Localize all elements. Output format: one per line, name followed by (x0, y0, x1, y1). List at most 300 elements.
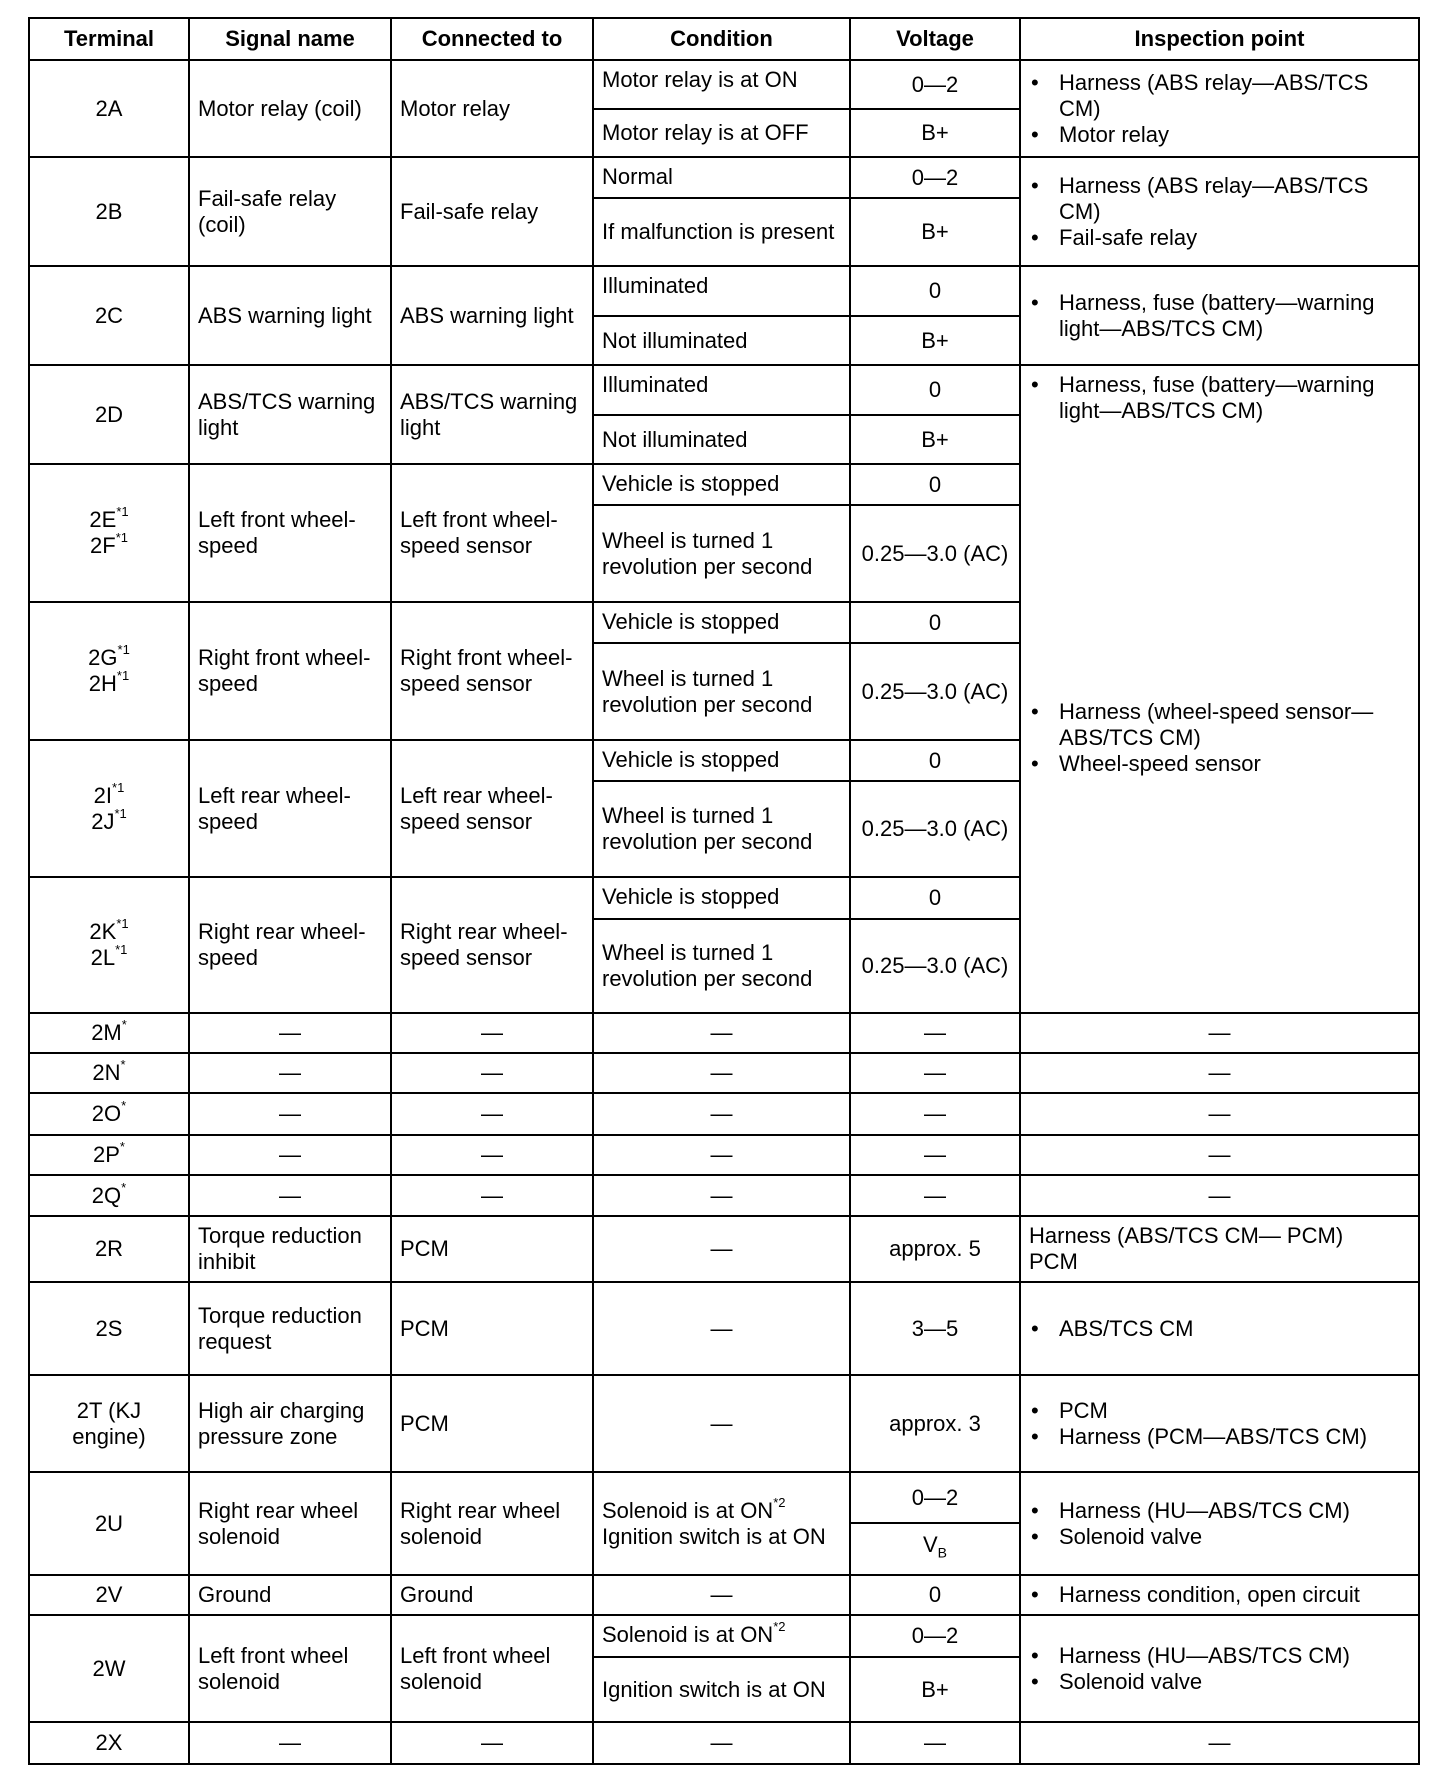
voltage-cell (850, 266, 1020, 316)
voltage-cell (850, 415, 1020, 464)
voltage-cell (850, 464, 1020, 505)
inspection-text: — (1208, 1182, 1231, 1208)
table-row (29, 266, 1419, 316)
footnote-marker: *1 (117, 642, 130, 657)
condition-cell (593, 1282, 850, 1375)
connected-to-cell (391, 1375, 593, 1472)
inspection-list (1029, 372, 1410, 424)
condition-text: — (710, 1142, 733, 1167)
voltage-value: approx. 5 (889, 1236, 981, 1261)
condition-cell (593, 109, 850, 157)
terminal-id: 2A (95, 95, 123, 121)
table-row (29, 157, 1419, 198)
table-row (29, 1722, 1419, 1764)
signal-name: Left rear wheel-speed (198, 782, 351, 834)
condition-cell (593, 1615, 850, 1657)
condition-cell (593, 505, 850, 602)
inspection-item: • Solenoid valve (1029, 1524, 1410, 1550)
terminal-cell (29, 1575, 189, 1615)
inspection-item: • Harness, fuse (battery—warning light—ABS/TCS CM) (1029, 372, 1410, 424)
terminal-cell (29, 157, 189, 266)
condition-cell (593, 602, 850, 643)
header-signal-name: Signal name (189, 18, 391, 60)
signal-name-cell (189, 157, 391, 266)
signal-name-cell (189, 1282, 391, 1375)
condition-text: Wheel is turned 1 revolution per second (602, 803, 813, 854)
inspection-item: • Solenoid valve (1029, 1669, 1410, 1695)
inspection-item: • Motor relay (1029, 122, 1410, 148)
connected-to: ABS warning light (400, 302, 574, 328)
connected-to: Fail-safe relay (400, 198, 539, 224)
voltage-cell (850, 740, 1020, 781)
voltage-cell (850, 60, 1020, 109)
inspection-point-cell (1020, 365, 1419, 464)
condition-text: — (710, 1060, 733, 1085)
inspection-list (1029, 1316, 1410, 1342)
condition-text: Vehicle is stopped (602, 884, 780, 909)
condition-cell (593, 877, 850, 919)
footnote-marker: *1 (116, 668, 130, 683)
condition-text: — (710, 1315, 733, 1341)
connected-to-cell (391, 1216, 593, 1282)
signal-name: ABS warning light (198, 302, 372, 328)
inspection-text: — (1208, 1101, 1231, 1126)
table-row (29, 1375, 1419, 1472)
voltage-subscript: B (937, 1544, 948, 1561)
table-row (29, 1175, 1419, 1216)
condition-cell (593, 1472, 850, 1575)
signal-name: Motor relay (coil) (198, 95, 362, 121)
signal-name-cell (189, 1472, 391, 1575)
signal-name: — (279, 1101, 301, 1126)
connected-to: — (481, 1142, 503, 1167)
terminal-cell (29, 1722, 189, 1764)
voltage-value: — (924, 1060, 946, 1085)
footnote-marker: * (121, 1098, 127, 1113)
footnote-marker: * (119, 1139, 125, 1154)
signal-name: — (279, 1142, 301, 1167)
voltage-cell (850, 365, 1020, 415)
voltage-cell (850, 1216, 1020, 1282)
voltage-value: — (924, 1730, 946, 1755)
header-connected-to: Connected to (391, 18, 593, 60)
connected-to: PCM (400, 1236, 449, 1261)
table-row (29, 1575, 1419, 1615)
condition-cell (593, 1175, 850, 1216)
voltage-value: 0—2 (911, 1623, 959, 1648)
voltage-value: 0 (928, 278, 942, 303)
signal-name: Right rear wheel-speed (198, 919, 366, 970)
header-condition: Condition (593, 18, 850, 60)
voltage-cell (850, 1013, 1020, 1053)
inspection-list (1029, 1643, 1410, 1695)
signal-name-cell (189, 1053, 391, 1093)
condition-text: — (710, 1236, 733, 1261)
condition-text: — (710, 1182, 733, 1208)
terminal-id: 2H (88, 671, 117, 696)
connected-to: — (481, 1730, 503, 1755)
voltage-value: B+ (921, 426, 949, 452)
connected-to: — (481, 1020, 503, 1045)
terminal-id: 2X (95, 1730, 123, 1755)
inspection-item: • Harness condition, open circuit (1029, 1582, 1410, 1608)
signal-name-cell (189, 1175, 391, 1216)
voltage-value: B+ (921, 1676, 949, 1702)
condition-cell (593, 1575, 850, 1615)
condition-cell (593, 157, 850, 198)
voltage-value: 0 (928, 377, 942, 402)
signal-name-cell (189, 1375, 391, 1472)
condition-cell (593, 415, 850, 464)
voltage-value: 0.25—3.0 (AC) (861, 678, 1009, 704)
inspection-text: — (1208, 1060, 1231, 1085)
table-row (29, 1472, 1419, 1523)
terminal-id: 2K (89, 919, 117, 944)
inspection-point-cell (1020, 1282, 1419, 1375)
table-row (29, 1615, 1419, 1657)
connected-to-cell (391, 1722, 593, 1764)
voltage-value: 0.25—3.0 (AC) (861, 953, 1009, 978)
signal-name: High air charging pressure zone (198, 1397, 365, 1449)
terminal-id: 2J (91, 808, 115, 834)
terminal-cell (29, 1053, 189, 1093)
terminal-inspection-table (28, 17, 1420, 1765)
terminal-cell (29, 1472, 189, 1575)
inspection-item: • PCM (1029, 1398, 1410, 1424)
voltage-value: 0 (928, 471, 942, 497)
signal-name: — (279, 1730, 301, 1755)
terminal-id: 2U (94, 1510, 124, 1536)
condition-text: — (710, 1410, 733, 1436)
connected-to: Motor relay (400, 95, 511, 121)
signal-name-cell (189, 60, 391, 157)
inspection-item: • Fail-safe relay (1029, 225, 1410, 251)
condition-cell (593, 781, 850, 877)
condition-cell (593, 919, 850, 1013)
terminal-id: 2L (90, 945, 116, 970)
connected-to: Left front wheel solenoid (400, 1642, 551, 1694)
voltage-value: B+ (921, 219, 949, 244)
terminal-cell (29, 1175, 189, 1216)
signal-name: Fail-safe relay (coil) (198, 185, 337, 237)
terminal-id: 2V (95, 1582, 123, 1607)
condition-cell (593, 643, 850, 740)
footnote-marker: *1 (115, 530, 128, 545)
condition-text: — (710, 1582, 733, 1607)
connected-to-cell (391, 1013, 593, 1053)
connected-to-cell (391, 464, 593, 602)
condition-cell (593, 1053, 850, 1093)
inspection-point-cell (1020, 1135, 1419, 1175)
connected-to: Right rear wheel solenoid (400, 1497, 561, 1549)
signal-name: Right rear wheel solenoid (198, 1497, 359, 1549)
voltage-cell (850, 1657, 1020, 1722)
connected-to: PCM (400, 1315, 449, 1341)
signal-name-cell (189, 1135, 391, 1175)
voltage-value: — (924, 1142, 946, 1167)
signal-name-cell (189, 365, 391, 464)
voltage-cell (850, 602, 1020, 643)
table-row (29, 1216, 1419, 1282)
signal-name: Torque reduction inhibit (198, 1223, 362, 1274)
terminal-id: 2D (94, 401, 124, 427)
connected-to-cell (391, 1575, 593, 1615)
inspection-item: • Harness (ABS relay—ABS/TCS CM) (1029, 70, 1410, 122)
condition-text: Vehicle is stopped (602, 747, 780, 772)
voltage-cell (850, 1523, 1020, 1575)
condition-text: Illuminated (602, 273, 709, 298)
voltage-cell (850, 877, 1020, 919)
voltage-cell (850, 505, 1020, 602)
inspection-item: • Harness (wheel-speed sensor—ABS/TCS CM) (1029, 699, 1410, 751)
connected-to-cell (391, 1135, 593, 1175)
terminal-id: 2B (95, 198, 123, 224)
connected-to: — (481, 1060, 503, 1085)
voltage-cell (850, 1053, 1020, 1093)
inspection-text: — (1208, 1142, 1231, 1167)
inspection-item: • Harness (PCM—ABS/TCS CM) (1029, 1424, 1410, 1450)
table-row (29, 1093, 1419, 1135)
condition-cell (593, 1093, 850, 1135)
connected-to-cell (391, 1282, 593, 1375)
signal-name-cell (189, 1615, 391, 1722)
terminal-id: 2R (94, 1236, 124, 1261)
voltage-value: 0—2 (911, 71, 959, 97)
condition-text: Vehicle is stopped (602, 609, 780, 634)
condition-text: Motor relay is at OFF (602, 120, 809, 145)
condition-text: Ignition switch is at ON (602, 1523, 826, 1549)
terminal-cell (29, 365, 189, 464)
voltage-value: 0.25—3.0 (AC) (861, 540, 1009, 566)
connected-to-cell (391, 60, 593, 157)
connected-to: — (481, 1101, 503, 1126)
inspection-point-cell (1020, 1472, 1419, 1575)
voltage-cell (850, 1722, 1020, 1764)
condition-text: Solenoid is at ON (602, 1497, 774, 1523)
inspection-list (1029, 290, 1410, 342)
condition-text: Wheel is turned 1 revolution per second (602, 527, 813, 579)
connected-to-cell (391, 1175, 593, 1216)
terminal-id: 2C (94, 302, 124, 328)
condition-cell (593, 198, 850, 266)
inspection-point-cell (1020, 1375, 1419, 1472)
voltage-cell (850, 316, 1020, 365)
footnote-marker: *1 (116, 916, 129, 931)
voltage-cell (850, 1175, 1020, 1216)
terminal-cell (29, 602, 189, 740)
condition-text: Wheel is turned 1 revolution per second (602, 665, 813, 717)
terminal-cell (29, 464, 189, 602)
voltage-cell (850, 1575, 1020, 1615)
table-row (29, 464, 1419, 505)
signal-name: — (279, 1182, 301, 1208)
footnote-marker: *1 (114, 805, 127, 821)
condition-cell (593, 1657, 850, 1722)
connected-to-cell (391, 1615, 593, 1722)
inspection-list (1029, 70, 1410, 148)
footnote-marker: *2 (773, 1494, 786, 1510)
signal-name-cell (189, 1216, 391, 1282)
voltage-value: 0—2 (911, 1484, 959, 1510)
voltage-value: 0.25—3.0 (AC) (861, 816, 1009, 841)
terminal-id: 2O (91, 1101, 122, 1126)
terminal-cell (29, 1282, 189, 1375)
terminal-id: 2M (91, 1020, 122, 1045)
voltage-value: 0 (928, 1582, 942, 1607)
terminal-id: 2E (89, 507, 117, 532)
connected-to: ABS/TCS warning light (400, 388, 578, 440)
terminal-cell (29, 1013, 189, 1053)
signal-name: — (279, 1020, 301, 1045)
footnote-marker: *1 (116, 504, 129, 519)
inspection-item: Harness (ABS/TCS CM— PCM) (1029, 1223, 1344, 1248)
voltage-cell (850, 1615, 1020, 1657)
connected-to-cell (391, 1053, 593, 1093)
inspection-point-cell (1020, 1615, 1419, 1722)
inspection-point-cell (1020, 1013, 1419, 1053)
signal-name: Ground (198, 1582, 272, 1607)
condition-text: Solenoid is at ON (602, 1622, 774, 1647)
inspection-list (1029, 699, 1410, 777)
terminal-id: 2T (KJ engine) (72, 1397, 146, 1449)
inspection-item: • Harness (ABS relay—ABS/TCS CM) (1029, 173, 1410, 225)
voltage-cell (850, 1282, 1020, 1375)
header-row (29, 18, 1419, 60)
signal-name-cell (189, 266, 391, 365)
signal-name-cell (189, 464, 391, 602)
condition-cell (593, 464, 850, 505)
terminal-id: 2G (88, 645, 118, 670)
inspection-point-cell (1020, 60, 1419, 157)
condition-cell (593, 1216, 850, 1282)
terminal-cell (29, 60, 189, 157)
terminal-id: 2S (95, 1315, 123, 1341)
connected-to-cell (391, 365, 593, 464)
signal-name-cell (189, 740, 391, 877)
footnote-marker: *1 (112, 779, 125, 795)
inspection-item: • Wheel-speed sensor (1029, 751, 1410, 777)
terminal-id: 2F (90, 533, 116, 558)
condition-cell (593, 60, 850, 109)
voltage-value: — (924, 1101, 946, 1126)
voltage-value: V (922, 1532, 938, 1558)
voltage-value: approx. 3 (889, 1410, 981, 1436)
condition-cell (593, 1375, 850, 1472)
terminal-id: 2P (93, 1142, 120, 1167)
inspection-item: PCM (1029, 1249, 1078, 1274)
condition-text: Not illuminated (602, 426, 748, 452)
condition-text: — (710, 1101, 733, 1126)
footnote-marker: *1 (115, 942, 128, 957)
connected-to-cell (391, 266, 593, 365)
voltage-cell (850, 198, 1020, 266)
connected-to-cell (391, 602, 593, 740)
inspection-list (1029, 1498, 1410, 1550)
header-inspection-point: Inspection point (1020, 18, 1419, 60)
footnote-marker: * (121, 1017, 127, 1032)
inspection-point-cell (1020, 1575, 1419, 1615)
inspection-point-cell (1020, 157, 1419, 266)
voltage-value: B+ (921, 120, 949, 145)
terminal-id: 2N (92, 1060, 121, 1085)
signal-name-cell (189, 602, 391, 740)
condition-cell (593, 266, 850, 316)
voltage-value: 3—5 (911, 1315, 959, 1341)
inspection-item: • ABS/TCS CM (1029, 1316, 1410, 1342)
footnote-marker: * (121, 1179, 127, 1195)
condition-cell (593, 365, 850, 415)
voltage-cell (850, 1375, 1020, 1472)
inspection-point-cell (1020, 1053, 1419, 1093)
terminal-cell (29, 877, 189, 1013)
condition-text: Illuminated (602, 372, 709, 397)
terminal-cell (29, 1615, 189, 1722)
voltage-value: 0 (928, 747, 942, 773)
signal-name: ABS/TCS warning light (198, 388, 376, 440)
condition-text: Motor relay is at ON (602, 67, 798, 92)
condition-cell (593, 1013, 850, 1053)
connected-to-cell (391, 1472, 593, 1575)
signal-name-cell (189, 877, 391, 1013)
signal-name-cell (189, 1013, 391, 1053)
voltage-cell (850, 919, 1020, 1013)
connected-to-cell (391, 877, 593, 1013)
header-voltage: Voltage (850, 18, 1020, 60)
connected-to: — (481, 1182, 503, 1208)
inspection-item: • Harness (HU—ABS/TCS CM) (1029, 1498, 1410, 1524)
table-row (29, 1135, 1419, 1175)
condition-text: — (710, 1730, 733, 1755)
inspection-text: — (1208, 1730, 1231, 1755)
terminal-cell (29, 1216, 189, 1282)
terminal-cell (29, 740, 189, 877)
inspection-list (1029, 1223, 1410, 1275)
inspection-point-cell (1020, 1722, 1419, 1764)
inspection-item: • Harness, fuse (battery—warning light—ABS/TCS CM) (1029, 290, 1410, 342)
condition-cell (593, 740, 850, 781)
condition-text: Wheel is turned 1 revolution per second (602, 940, 813, 991)
voltage-cell (850, 1135, 1020, 1175)
connected-to-cell (391, 1093, 593, 1135)
signal-name: Left front wheel solenoid (198, 1642, 349, 1694)
inspection-point-cell (1020, 266, 1419, 365)
signal-name-cell (189, 1722, 391, 1764)
voltage-value: 0—2 (911, 164, 959, 190)
inspection-point-cell (1020, 1175, 1419, 1216)
condition-text: Normal (602, 164, 673, 189)
voltage-cell (850, 109, 1020, 157)
terminal-cell (29, 1093, 189, 1135)
voltage-cell (850, 1093, 1020, 1135)
table-body (29, 60, 1419, 1764)
header-terminal: Terminal (29, 18, 189, 60)
inspection-point-cell (1020, 464, 1419, 1013)
footnote-marker: * (120, 1057, 126, 1072)
connected-to: PCM (400, 1410, 449, 1436)
table-row (29, 1053, 1419, 1093)
table-row (29, 365, 1419, 415)
voltage-cell (850, 643, 1020, 740)
footnote-marker: *2 (773, 1619, 786, 1634)
terminal-id: 2W (92, 1655, 126, 1681)
table-row (29, 1013, 1419, 1053)
connected-to: Left rear wheel-speed sensor (400, 782, 553, 834)
condition-text: — (710, 1020, 733, 1045)
terminal-id: 2I (93, 782, 113, 808)
condition-text: If malfunction is present (602, 219, 835, 244)
voltage-value: 0 (928, 609, 942, 635)
terminal-cell (29, 1375, 189, 1472)
